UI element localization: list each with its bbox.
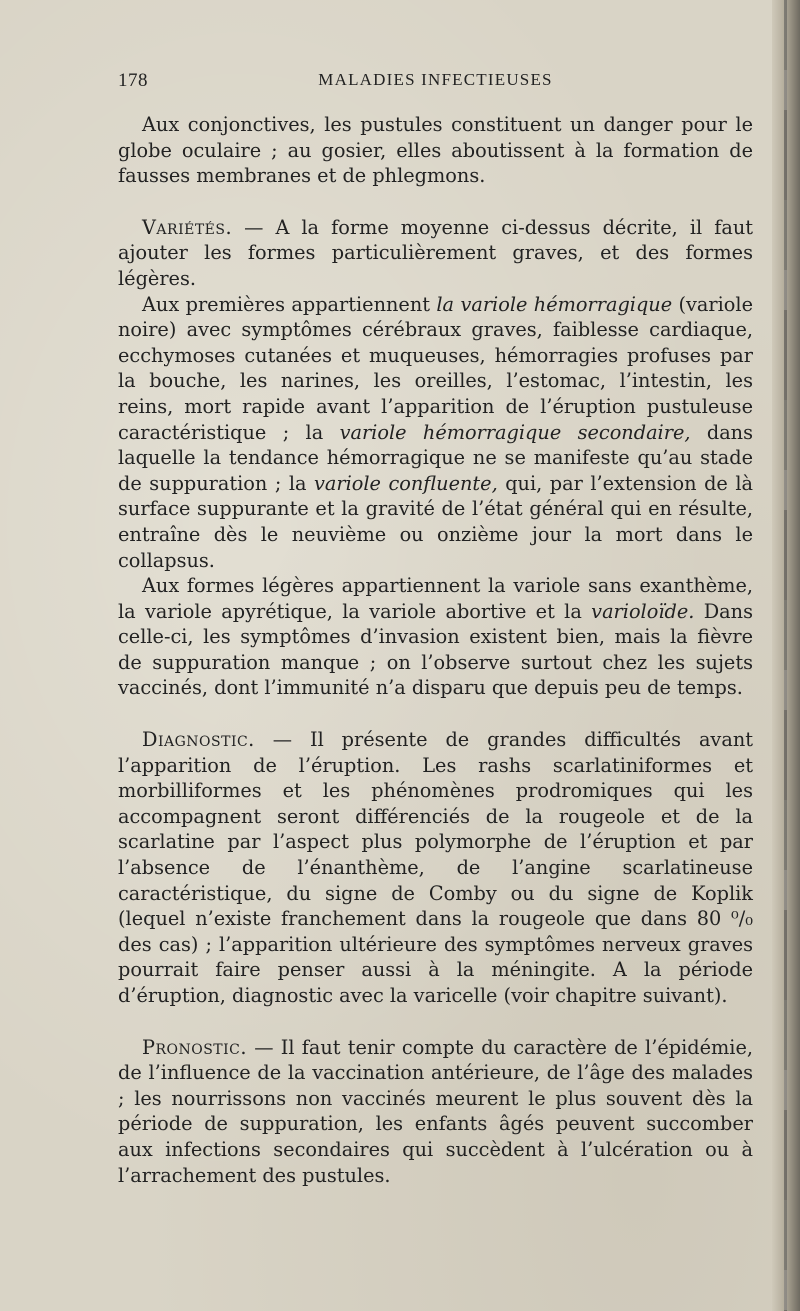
paragraph-text: qui, par l’extension de là surface suppurante et la gravité de l’état général qui en résulte, entraîne dès le neuvième ou onzième jour la mort dans le collapsus.	[118, 471, 754, 572]
section-heading-diagnostic: Diagnostic.	[142, 728, 255, 752]
paragraph-text: dans laquelle la tendance hémorragique ne se manifeste qu’au stade de suppuration ; la	[118, 420, 753, 495]
italic-term: variole confluente,	[314, 471, 498, 495]
running-title: MALADIES INFECTIEUSES	[318, 70, 553, 89]
page-edge-shadow	[772, 0, 800, 1311]
paragraph-text: — Il faut tenir compte du caractère de l’épidémie, de l’influence de la vaccination antérieure, de l’âge des malades ; les nourrissons non vaccinés meurent le plus souvent dès la période de suppuration, les enfants âgés peuvent succomber aux infections secondaires qui succèdent à l’ulcération ou à l’arrachement des pustules.	[118, 1035, 753, 1187]
paragraph-varietes	[118, 215, 753, 292]
paragraph-formes-graves	[118, 292, 753, 574]
page-number: 178	[118, 70, 148, 91]
paragraph-text: Dans celle-ci, les symptômes d’invasion existent bien, mais la fièvre de suppuration manque ; on l’observe surtout chez les sujets vaccinés, dont l’immunité n’a disparu que depuis peu de temps.	[118, 599, 753, 700]
page-header	[118, 70, 753, 98]
paragraph-text: Aux formes légères appartiennent la variole sans exanthème, la variole apyrétique, la variole abortive et la	[118, 574, 753, 623]
paragraph-pronostic	[118, 1035, 753, 1189]
section-heading-pronostic: Pronostic.	[142, 1035, 248, 1059]
paragraph-text: — A la forme moyenne ci-dessus décrite, il faut ajouter les formes particulièrement graves, et des formes légères.	[118, 215, 753, 290]
binding-stripe	[784, 0, 787, 1311]
body-text	[118, 112, 753, 1188]
italic-term: variole hémorragique secondaire,	[339, 420, 691, 444]
section-heading-varietes: Variétés.	[142, 215, 233, 239]
paragraph-diagnostic	[118, 727, 753, 1009]
paragraph-text: (variole noire) avec symptômes cérébraux graves, faiblesse cardiaque, ecchymoses cutanées et muqueuses, hémorragies profuses par la bouche, les narines, les oreilles, l’estomac, l’intestin, les reins, mort rapide avant l’apparition de l’éruption pustuleuse caractéristique ; la	[118, 292, 753, 444]
paragraph-formes-legeres	[118, 573, 753, 701]
paragraph-text: — Il présente de grandes difficultés avant l’apparition de l’éruption. Les rashs scarlatiniformes et morbilliformes et les phénomènes prodromiques qui les accompagnent seront différenciés de la rougeole et de la scarlatine par l’aspect plus polymorphe de l’éruption et par l’absence de l’énanthème, de l’angine scarlatineuse caractéristique, du signe de Comby ou du signe de Koplik (lequel n’existe franchement dans la rougeole que dans 80 ⁰/₀ des cas) ; l’apparition ultérieure des symptômes nerveux graves pourrait faire penser aussi à la méningite. A la période d’éruption, diagnostic avec la varicelle (voir chapitre suivant).	[118, 728, 753, 1007]
paragraph-text: Aux conjonctives, les pustules constituent un danger pour le globe oculaire ; au gosier, elles aboutissent à la formation de fausses membranes et de phlegmons.	[118, 113, 753, 188]
italic-term: la variole hémorragique	[436, 292, 673, 316]
paragraph-text: Aux premières appartiennent	[142, 292, 437, 316]
paragraph-conjonctives	[118, 112, 753, 189]
italic-term: varioloïde.	[591, 599, 695, 623]
